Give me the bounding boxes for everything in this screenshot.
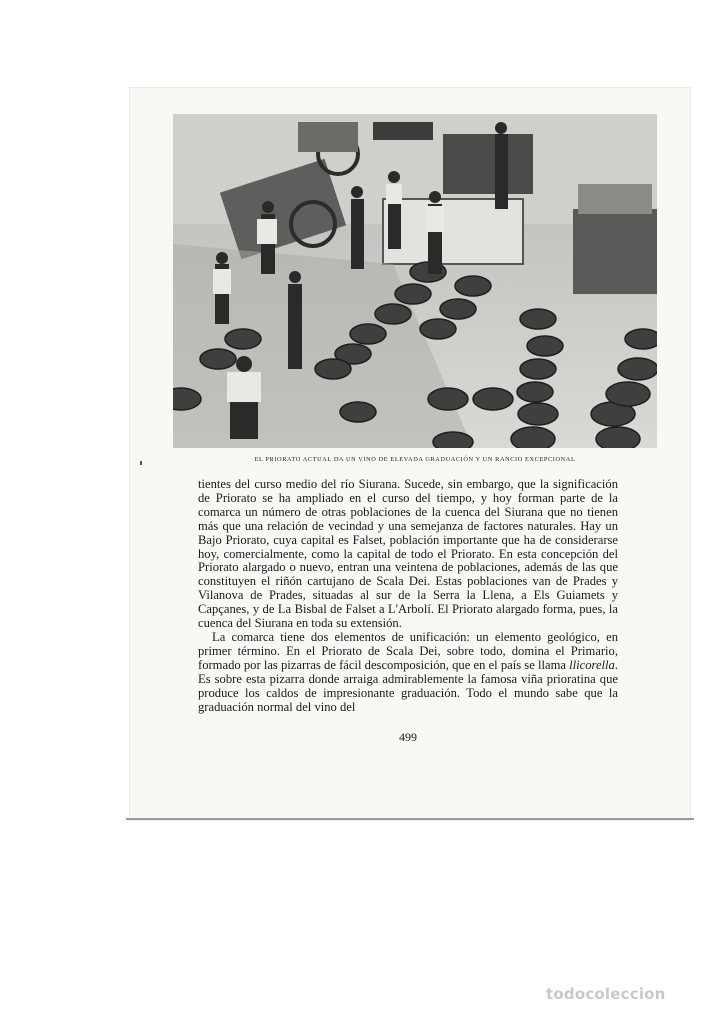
harvest-photograph bbox=[173, 114, 657, 448]
paragraph-text: La comarca tiene dos elementos de unificación: un elemento geológico, en primer término. En el Priorato de Scala Dei, sobre todo, domina el Primario, formado por las pizarras de fácil descomposición, que en el país se llama bbox=[198, 629, 618, 672]
paragraph bbox=[198, 631, 618, 714]
article-body bbox=[198, 478, 618, 714]
margin-mark bbox=[140, 461, 142, 465]
photo-caption: EL PRIORATO ACTUAL DA UN VINO DE ELEVADA GRADUACIÓN Y UN RANCIO EXCEPCIONAL bbox=[254, 456, 576, 463]
page-number: 499 bbox=[399, 730, 417, 744]
paragraph: tientes del curso medio del río Siurana. Sucede, sin embargo, que la significación de Priorato se ha ampliado en el curso del tiempo, y hoy forman parte de la comarca un número de otras poblaciones de la cuenca del Siurana que no tienen más que una relación de vecindad y una semejanza de factores naturales. Hay un Bajo Priorato, cuya capital es Falset, población importante que ha de considerarse hoy, comercialmente, como la capital de todo el Priorato. En esta concepción del Priorato alargado o nuevo, entran una veintena de poblaciones, además de las que constituyen el riñón cartujano de Scala Dei. Estas poblaciones van de Prades y Vilanova de Prades, situadas al sur de la Serra la Llena, a Els Guiamets y Capçanes, y de La Bisbal de Falset a L'Arbolí. El Priorato alargado forma, pues, la cuenca del Siurana en toda su extensión. bbox=[198, 477, 618, 631]
vineyard-harvest-photo-icon bbox=[173, 114, 657, 448]
page-edge-line bbox=[126, 818, 694, 820]
italic-term: llicorella bbox=[569, 657, 615, 672]
watermark: todocoleccion bbox=[546, 985, 666, 1003]
paragraph-text: . Es sobre esta pizarra donde arraiga admirablemente la famosa viña prioratina que produce los caldos de impresionante graduación. Todo el mundo sabe que la graduación normal del vino del bbox=[198, 657, 618, 714]
